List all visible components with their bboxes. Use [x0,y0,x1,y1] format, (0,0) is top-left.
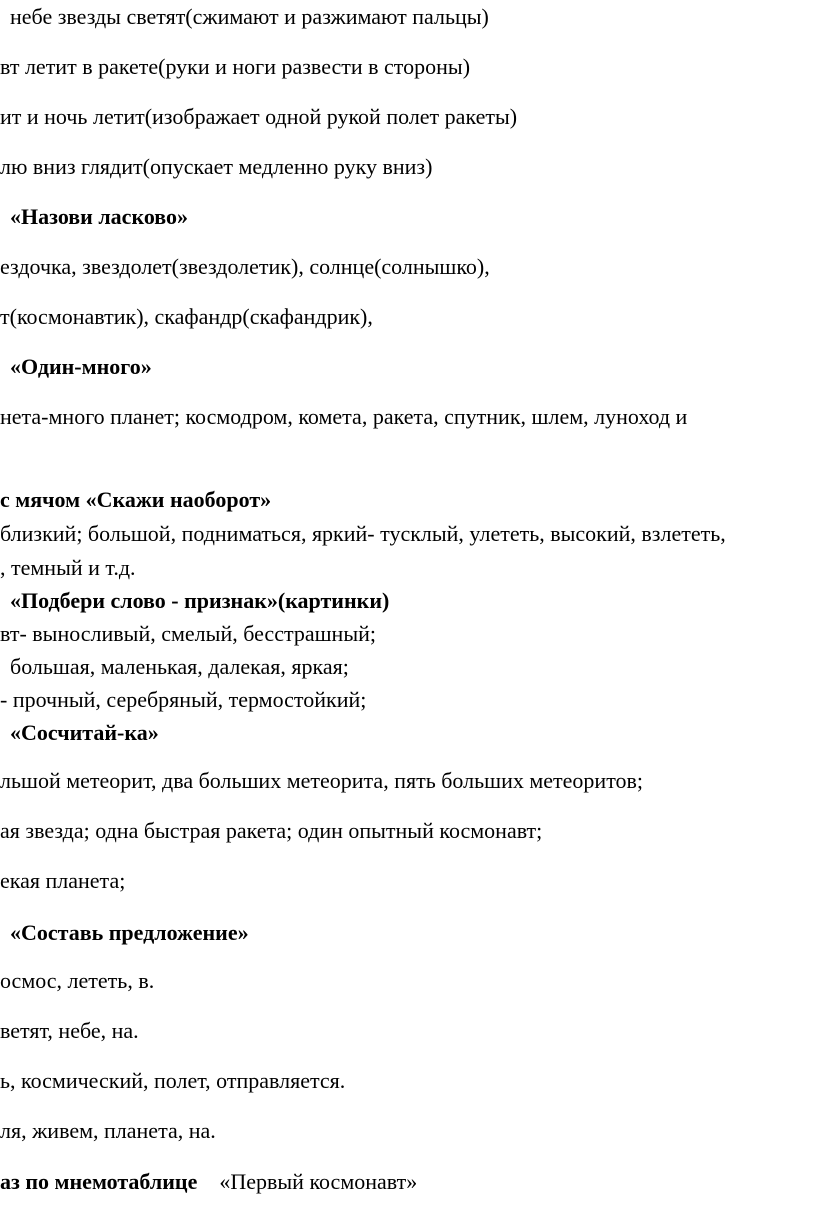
text-line-16 [0,687,366,713]
heading-sostav-predlozhenie-text: «Составь предложение» [10,920,249,945]
section-heading-mnemotablitsa [0,1169,417,1195]
line-16-text: - прочный, серебряный, термостойкий; [0,687,367,712]
line-25-text: ля, живем, планета, на. [0,1118,216,1143]
text-line-20 [0,868,125,894]
heading-nazovi-text: «Назови ласково» [10,204,189,229]
line-11-text: близкий; большой, подниматься, яркий- тусклый, улететь, высокий, взлететь, [0,521,726,546]
section-heading-odin-mnogo [10,354,152,380]
heading-mnemotablitsa-text: аз по мнемотаблице [0,1169,198,1194]
text-line-22 [0,968,154,994]
section-heading-sostav-predlozhenie [10,920,249,946]
section-heading-podberi-slovo [10,588,389,614]
line-20-text: екая планета; [0,868,126,893]
line-4-text: лю вниз глядит(опускает медленно руку вниз) [0,154,433,179]
line-14-text: вт- выносливый, смелый, бесстрашный; [0,621,376,646]
heading-soschitay-text: «Сосчитай-ка» [10,720,159,745]
section-heading-skazhi-naoborot [0,487,271,513]
line-9-text: нета-много планет; космодром, комета, ракета, спутник, шлем, луноход и [0,404,688,429]
text-line-3 [0,104,517,130]
heading-podberi-slovo-text: «Подбери слово - признак»(картинки) [10,588,390,613]
text-line-12 [0,555,136,581]
text-line-25 [0,1118,216,1144]
line-23-text: ветят, небе, на. [0,1018,139,1043]
line-15-text: большая, маленькая, далекая, яркая; [10,654,349,679]
text-line-18 [0,768,643,794]
heading-mnemotablitsa-title: «Первый космонавт» [219,1169,418,1194]
text-line-15 [10,654,349,680]
line-18-text: льшой метеорит, два больших метеорита, пять больших метеоритов; [0,768,644,793]
text-line-9 [0,404,687,430]
line-1-text: небе звезды светят(сжимают и разжимают пальцы) [10,4,489,29]
line-2-text: вт летит в ракете(руки и ноги развести в стороны) [0,54,471,79]
text-line-14 [0,621,376,647]
text-line-24 [0,1068,345,1094]
line-6-text: ездочка, звездолет(звездолетик), солнце(солнышко), [0,254,490,279]
line-19-text: ая звезда; одна быстрая ракета; один опытный космонавт; [0,818,543,843]
line-12-text: , темный и т.д. [0,555,136,580]
heading-odin-mnogo-text: «Один-много» [10,354,152,379]
section-heading-nazovi [10,204,188,230]
heading-skazhi-naoborot-text: с мячом «Скажи наоборот» [0,487,272,512]
text-line-1 [10,4,489,30]
line-22-text: осмос, лететь, в. [0,968,155,993]
text-line-4 [0,154,432,180]
line-3-text: ит и ночь летит(изображает одной рукой полет ракеты) [0,104,518,129]
text-line-7 [0,304,373,330]
line-7-text: т(космонавтик), скафандр(скафандрик), [0,304,373,329]
text-line-23 [0,1018,139,1044]
section-heading-soschitay [10,720,159,746]
text-line-11 [0,521,726,547]
text-line-6 [0,254,490,280]
text-line-2 [0,54,470,80]
line-24-text: ь, космический, полет, отправляется. [0,1068,346,1093]
text-line-19 [0,818,542,844]
